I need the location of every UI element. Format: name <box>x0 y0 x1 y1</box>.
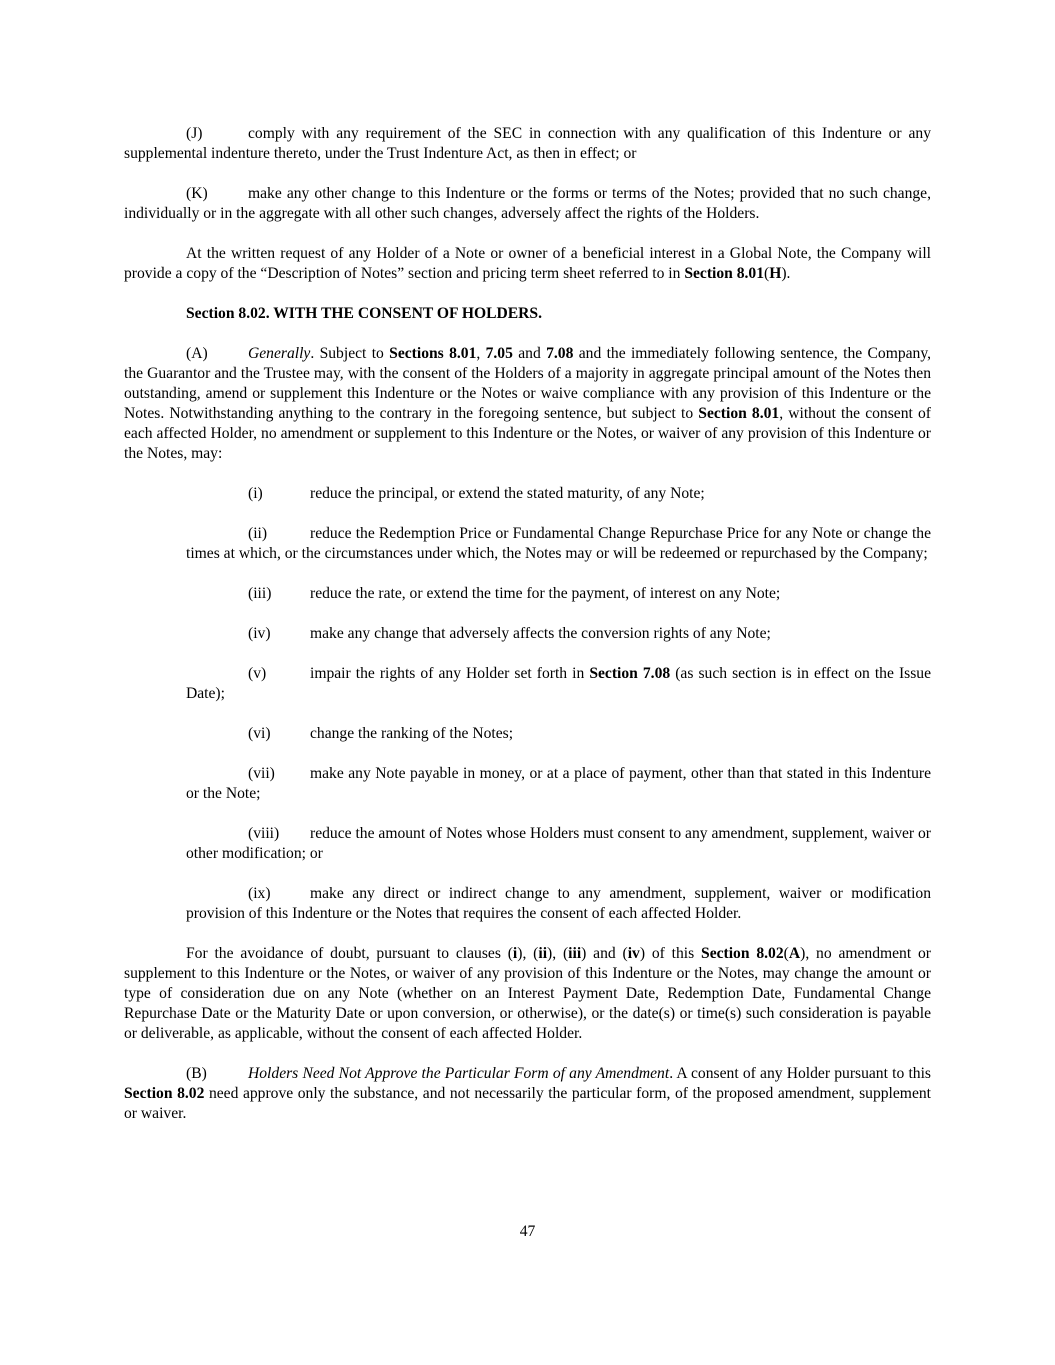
item-label: (iii) <box>248 585 272 602</box>
item-label: (v) <box>248 665 267 682</box>
item-label: (ix) <box>248 885 271 902</box>
item-label: (iv) <box>248 625 271 642</box>
clause-k <box>124 184 931 224</box>
clause-text: make any other change to this Indenture or the forms or terms of the Notes; provided that no such change, individually or in the aggregate with all other such changes, adversely affect the rights of the Holders. <box>124 185 931 222</box>
item-ii: (ii) reduce the Redemption Price or Fundamental Change Repurchase Price for any Note or change the times at which, or the circumstances under which, the Notes may or will be redeemed or repurchased by the Company; <box>186 525 931 562</box>
item-label: (ii) <box>248 525 268 542</box>
clause-label: (J) <box>186 125 203 142</box>
item-label: (viii) <box>248 825 280 842</box>
section-a-paragraph: (A) Generally. Subject to Sections 8.01, 7.05 and 7.08 and the immediately following sentence, the Company, the Guarantor and the Trustee may, with the consent of the Holders of a majority in aggregate principal amount of the Notes then outstanding, amend or supplement this Indenture or the Notes or waive compliance with any provision of this Indenture or the Notes. Notwithstanding anything to the contrary in the foregoing sentence, but subject to Section 8.01, without the consent of each affected Holder, no amendment or supplement to this Indenture or the Notes, or waiver of any provision of this Indenture or the Notes, may: <box>124 345 932 462</box>
clause-label: (B) <box>186 1065 207 1082</box>
section-reference: Section 8.01 <box>684 265 765 282</box>
item-i: (i) reduce the principal, or extend the stated maturity, of any Note; <box>248 485 705 502</box>
item-ix: (ix) make any direct or indirect change to any amendment, supplement, waiver or modification provision of this Indenture or the Notes that requires the consent of each affected Holder. <box>186 885 931 922</box>
item-label: (vi) <box>248 725 271 742</box>
section-a-title: Generally <box>248 345 311 362</box>
clause-label: (A) <box>186 345 208 362</box>
section-heading: Section 8.02. WITH THE CONSENT OF HOLDERS. <box>186 305 542 322</box>
item-viii: (viii) reduce the amount of Notes whose Holders must consent to any amendment, supplement, waiver or other modification; or <box>186 825 931 862</box>
clause-label: (K) <box>186 185 208 202</box>
section-b-title: Holders Need Not Approve the Particular Form of any Amendment <box>248 1065 670 1082</box>
item-label: (vii) <box>248 765 275 782</box>
item-iv: (iv) make any change that adversely affects the conversion rights of any Note; <box>248 625 771 642</box>
item-vii: (vii) make any Note payable in money, or at a place of payment, other than that stated in this Indenture or the Note; <box>186 765 931 802</box>
clause-text: comply with any requirement of the SEC in connection with any qualification of this Indenture or any supplemental indenture thereto, under the Trust Indenture Act, as then in effect; or <box>124 125 931 162</box>
item-vi: (vi) change the ranking of the Notes; <box>248 725 514 742</box>
item-label: (i) <box>248 485 263 502</box>
request-paragraph: At the written request of any Holder of a Note or owner of a beneficial interest in a Global Note, the Company will provide a copy of the “Description of Notes” section and pricing term sheet referred to in Section 8.01(H). <box>124 245 931 282</box>
document-page <box>124 124 931 1144</box>
clause-j <box>124 124 931 164</box>
page-number: 47 <box>519 1223 536 1240</box>
avoidance-of-doubt-paragraph: For the avoidance of doubt, pursuant to clauses (i), (ii), (iii) and (iv) of this Section 8.02(A), no amendment or supplement to this Indenture or the Notes, or waiver of any provision of this Indenture or the Notes, may change the amount or type of consideration due on any Note (whether on an Interest Payment Date, Redemption Date, Fundamental Change Repurchase Date or the Maturity Date or upon conversion, or otherwise), or the date(s) or time(s) such consideration is payable or deliverable, as applicable, without the consent of each affected Holder. <box>124 945 931 1042</box>
item-v: (v) impair the rights of any Holder set forth in Section 7.08 (as such section is in effect on the Issue Date); <box>186 665 931 702</box>
section-b-paragraph: (B) Holders Need Not Approve the Particular Form of any Amendment. A consent of any Holder pursuant to this Section 8.02 need approve only the substance, and not necessarily the particular form, of the proposed amendment, supplement or waiver. <box>124 1065 931 1122</box>
item-iii: (iii) reduce the rate, or extend the time for the payment, of interest on any Note; <box>248 585 781 602</box>
